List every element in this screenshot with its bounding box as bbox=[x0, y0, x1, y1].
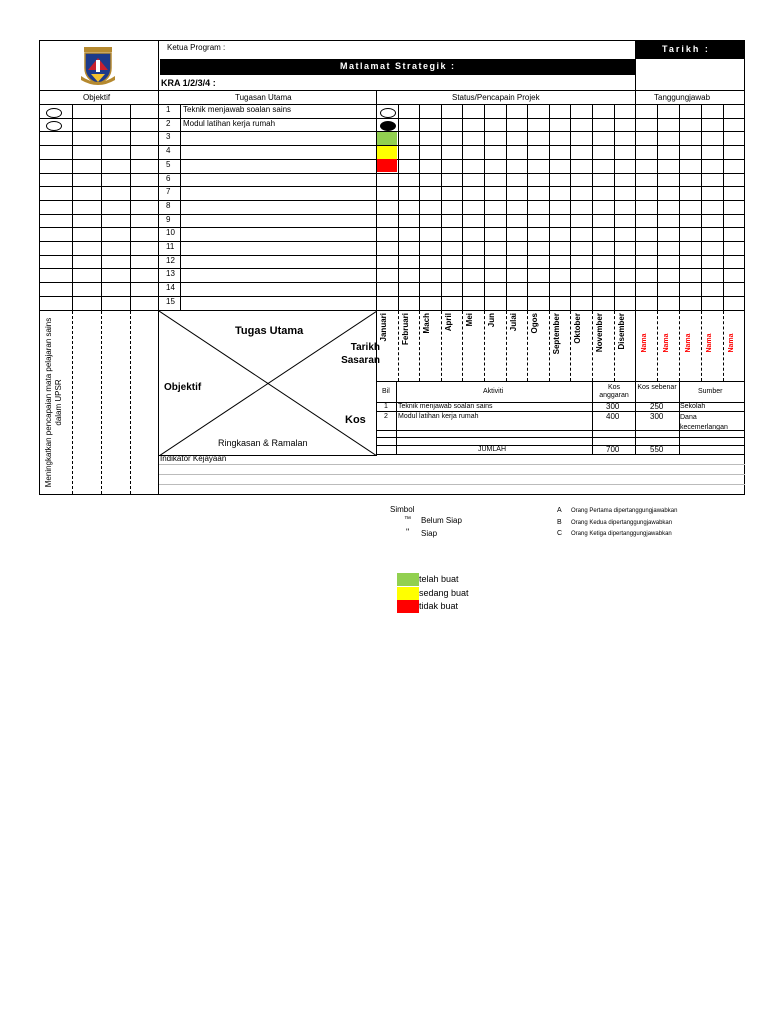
task-row-rule bbox=[39, 241, 745, 242]
task-row-rule bbox=[39, 268, 745, 269]
task-label: Teknik menjawab soalan sains bbox=[183, 105, 292, 114]
task-row-rule bbox=[39, 186, 745, 187]
objective-text-content: Meningkatkan pencapaian mata pelajaran sains dalam UPSR bbox=[44, 317, 63, 488]
indikator-label: Indikator Kejayaan bbox=[160, 454, 227, 463]
resp-col-dashed bbox=[701, 311, 702, 381]
month-col-line bbox=[398, 105, 399, 310]
month-label: Ogos bbox=[530, 313, 540, 334]
nama-label: Nama bbox=[684, 333, 692, 353]
cost-row-2-anggaran: 400 bbox=[606, 412, 620, 421]
task-number: 3 bbox=[166, 132, 171, 142]
month-col-dashed bbox=[527, 311, 528, 381]
task-row-rule bbox=[39, 118, 745, 119]
resp-col-line bbox=[657, 105, 658, 310]
tarikh-label: Tarikh : bbox=[662, 44, 710, 54]
objektif-diagram-label: Objektif bbox=[164, 382, 202, 393]
month-col-dashed bbox=[570, 311, 571, 381]
month-col-line bbox=[614, 105, 615, 310]
objective-oval-1 bbox=[46, 108, 62, 118]
month-label: Jun bbox=[487, 313, 496, 328]
nama-label: Nama bbox=[662, 333, 670, 353]
kos-sebenar-text: Kos sebenar bbox=[637, 384, 677, 391]
status-header: Status/Pencapain Projek bbox=[452, 93, 540, 102]
belum-siap-label: Belum Siap bbox=[421, 516, 462, 525]
month-label: April bbox=[443, 313, 453, 332]
sumber-header: Sumber bbox=[698, 388, 723, 395]
objektif-header: Objektif bbox=[83, 93, 111, 102]
person-text: Orang Kedua dipertanggungjawabkan bbox=[571, 519, 673, 526]
cost-row-3-bottom bbox=[377, 437, 745, 438]
task-number: 11 bbox=[166, 242, 175, 251]
school-crest-logo bbox=[77, 46, 119, 86]
tarikh-divider bbox=[635, 40, 636, 91]
tanggungjawab-header: Tanggungjawab bbox=[654, 93, 711, 102]
task-number: 2 bbox=[166, 118, 171, 128]
task-number: 15 bbox=[166, 296, 175, 306]
month-col-dashed bbox=[506, 311, 507, 381]
ringkasan-label: Ringkasan & Ramalan bbox=[218, 438, 308, 448]
task-number: 7 bbox=[166, 187, 171, 197]
objective-dashed-1 bbox=[72, 311, 73, 494]
task-row-rule bbox=[39, 214, 745, 215]
task-row-rule bbox=[39, 255, 745, 256]
status-legend-label: telah buat bbox=[419, 574, 459, 584]
kos-anggaran-text: Kos anggaran bbox=[599, 384, 629, 399]
status-oval-filled bbox=[380, 121, 396, 131]
task-row-rule bbox=[39, 104, 745, 105]
cost-aktiviti-line bbox=[592, 381, 593, 455]
kos-label: Kos bbox=[345, 414, 366, 426]
cost-row-2-sumber-text: Dana kecemerlangan bbox=[680, 414, 728, 431]
task-number: 1 bbox=[166, 105, 171, 114]
task-number: 14 bbox=[166, 283, 175, 293]
jumlah-label: JUMLAH bbox=[478, 446, 507, 453]
task-label: Modul latihan kerja rumah bbox=[183, 118, 276, 128]
task-row-rule bbox=[39, 282, 745, 283]
task-number: 10 bbox=[166, 228, 175, 238]
status-swatch bbox=[397, 600, 419, 613]
tarikh-sasaran-text: Tarikh Sasaran bbox=[341, 342, 380, 366]
status-swatch bbox=[397, 573, 419, 586]
cost-row-4-bottom bbox=[377, 445, 745, 446]
header-rule-bottom bbox=[39, 90, 745, 91]
bil-header: Bil bbox=[382, 388, 390, 395]
month-col-dashed bbox=[462, 311, 463, 381]
cost-row-2-sumber bbox=[680, 413, 742, 433]
tugas-utama-label: Tugas Utama bbox=[235, 325, 304, 337]
resp-col-dashed bbox=[679, 311, 680, 381]
resp-col-line bbox=[723, 105, 724, 310]
month-label: Mach bbox=[422, 313, 432, 334]
task-row-rule bbox=[39, 173, 745, 174]
month-col-line bbox=[506, 105, 507, 310]
logo-divider bbox=[158, 40, 159, 91]
header-rule bbox=[636, 58, 744, 59]
lower-section-rule bbox=[39, 310, 745, 311]
kos-anggaran-header bbox=[594, 384, 634, 400]
obj-col-line-2 bbox=[101, 105, 102, 310]
task-number: 8 bbox=[166, 200, 171, 210]
resp-col-dashed bbox=[657, 311, 658, 381]
status-swatch bbox=[397, 587, 419, 600]
month-label: Januari bbox=[379, 313, 388, 342]
simbol-title: Simbol bbox=[390, 505, 415, 514]
month-col-dashed bbox=[592, 311, 593, 381]
kra-label: KRA 1/2/3/4 : bbox=[161, 78, 216, 88]
status-legend-label: sedang buat bbox=[419, 587, 469, 598]
nama-label: Nama bbox=[641, 333, 648, 353]
matlamat-label: Matlamat Strategik : bbox=[340, 61, 456, 71]
status-oval-empty bbox=[380, 108, 396, 118]
person-letter: A bbox=[557, 507, 562, 514]
cost-row-1-anggaran: 300 bbox=[606, 402, 620, 411]
jumlah-anggaran: 700 bbox=[606, 445, 620, 454]
belum-glyph: ™ bbox=[404, 516, 411, 523]
resp-col-line bbox=[635, 91, 636, 381]
nama-label: Nama bbox=[706, 333, 714, 353]
task-number: 6 bbox=[166, 173, 171, 183]
cost-row-1-sumber: Sekolah bbox=[680, 403, 706, 410]
task-number: 13 bbox=[166, 269, 175, 279]
month-col-dashed bbox=[398, 311, 399, 381]
cost-bil-line bbox=[396, 381, 397, 455]
month-col-dashed bbox=[419, 311, 420, 381]
cost-table-top bbox=[377, 381, 745, 382]
month-col-line bbox=[549, 105, 550, 310]
month-label: September bbox=[551, 313, 561, 355]
tarikh-sasaran-label bbox=[336, 341, 380, 367]
objective-text bbox=[44, 315, 64, 490]
task-number: 4 bbox=[166, 146, 171, 156]
num-col-line bbox=[180, 105, 181, 310]
month-col-dashed bbox=[614, 311, 615, 381]
month-col-line bbox=[570, 105, 571, 310]
kos-sebenar-header bbox=[637, 384, 677, 392]
indikator-line-3 bbox=[159, 484, 745, 485]
month-col-line bbox=[441, 105, 442, 310]
cost-row-1-bottom bbox=[377, 411, 745, 412]
status-yellow bbox=[377, 146, 397, 159]
task-row-rule bbox=[39, 200, 745, 201]
cost-row-2-sebenar: 300 bbox=[650, 412, 664, 421]
month-col-line bbox=[592, 105, 593, 310]
objective-dashed-3 bbox=[130, 311, 131, 494]
cost-row-1-sebenar: 250 bbox=[650, 402, 664, 411]
cost-row-1-aktiviti: Teknik menjawab soalan sains bbox=[398, 403, 493, 410]
indikator-line-1 bbox=[159, 464, 745, 465]
objective-dashed-2 bbox=[101, 311, 102, 494]
nama-label: Nama bbox=[728, 333, 736, 353]
frame-bottom bbox=[39, 494, 745, 495]
siap-glyph: " bbox=[406, 527, 410, 537]
month-label: Februari bbox=[400, 313, 410, 346]
status-green bbox=[377, 132, 397, 145]
obj-col-line-1 bbox=[72, 105, 73, 310]
person-text: Orang Pertama dipertanggungjawabkan bbox=[571, 508, 678, 514]
tugasan-header: Tugasan Utama bbox=[235, 93, 292, 102]
month-col-dashed bbox=[441, 311, 442, 381]
cost-anggaran-line bbox=[635, 381, 636, 455]
task-number: 9 bbox=[166, 214, 171, 224]
task-number: 12 bbox=[166, 255, 175, 265]
person-text: Orang Ketiga dipertanggungjawabkan bbox=[571, 531, 672, 537]
person-letter: C bbox=[557, 530, 563, 537]
person-letter: B bbox=[557, 518, 562, 526]
cost-jumlah-bottom bbox=[377, 454, 745, 455]
cost-row-2-aktiviti: Modul latihan kerja rumah bbox=[398, 413, 479, 420]
month-col-line bbox=[419, 105, 420, 310]
resp-col-dashed bbox=[723, 311, 724, 381]
status-legend-label: tidak buat bbox=[419, 601, 459, 612]
task-number: 5 bbox=[166, 159, 171, 169]
month-col-line bbox=[462, 105, 463, 310]
month-col-dashed bbox=[549, 311, 550, 381]
resp-col-line bbox=[679, 105, 680, 310]
task-row-rule bbox=[39, 296, 745, 297]
cost-row-2-bil: 2 bbox=[384, 413, 388, 420]
cost-row-1-bil: 1 bbox=[384, 403, 388, 410]
month-label: Disember bbox=[616, 313, 626, 350]
obj-col-line-3 bbox=[130, 105, 131, 310]
month-label: Oktober bbox=[573, 313, 583, 344]
siap-label: Siap bbox=[421, 529, 438, 538]
aktiviti-header: Aktiviti bbox=[483, 388, 504, 395]
ketua-program-label: Ketua Program : bbox=[167, 43, 226, 52]
month-label: November bbox=[595, 313, 604, 353]
task-row-rule bbox=[39, 227, 745, 228]
month-col-line bbox=[484, 105, 485, 310]
jumlah-sebenar: 550 bbox=[650, 445, 664, 454]
month-label: Julai bbox=[508, 313, 518, 332]
status-red bbox=[377, 159, 397, 172]
month-label: Mei bbox=[465, 313, 475, 327]
indikator-line-2 bbox=[159, 474, 745, 475]
resp-col-line bbox=[701, 105, 702, 310]
objective-oval-2 bbox=[46, 121, 62, 131]
month-col-dashed bbox=[484, 311, 485, 381]
month-col-line bbox=[527, 105, 528, 310]
